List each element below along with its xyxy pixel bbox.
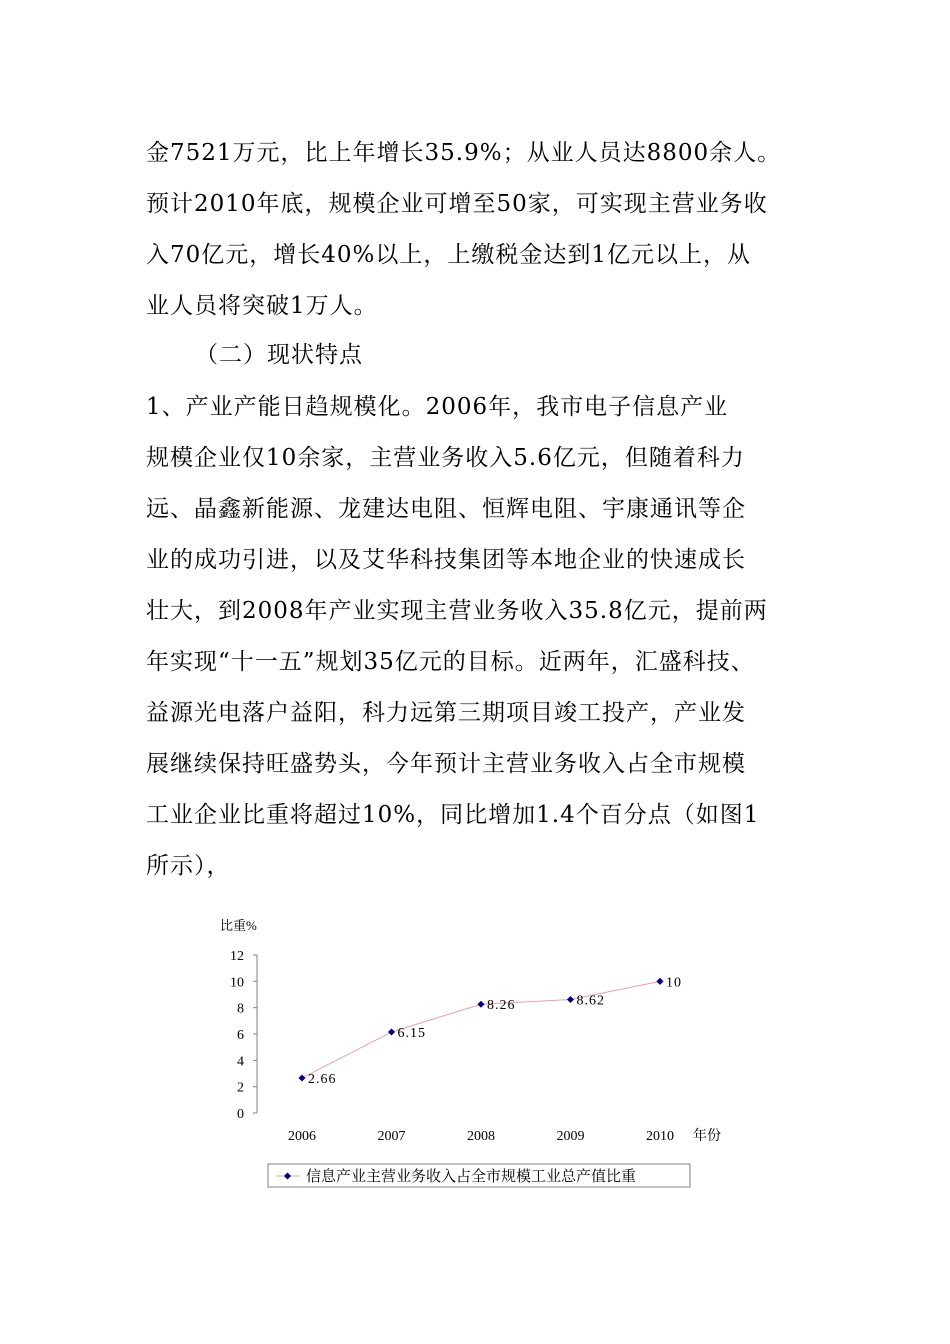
x-axis-label: 年份	[693, 1129, 721, 1144]
x-tick-label: 2007	[377, 1129, 406, 1144]
paragraph-1	[146, 128, 822, 332]
text-line: 业的成功引进，以及艾华科技集团等本地企业的快速成长	[146, 547, 746, 573]
x-tick-label: 2009	[556, 1129, 585, 1144]
text-line: 业人员将突破1万人。	[146, 293, 378, 319]
data-point	[656, 978, 663, 985]
data-point	[388, 1028, 395, 1035]
text-line: 金7521万元，比上年增长35.9%；从业人员达8800余人。	[146, 140, 782, 166]
text-line: 远、晶鑫新能源、龙建达电阻、恒辉电阻、宇康通讯等企	[146, 496, 746, 522]
text-line: 壮大，到2008年产业实现主营业务收入35.8亿元，提前两	[146, 598, 768, 624]
data-point	[477, 1001, 484, 1008]
legend	[268, 1164, 690, 1187]
x-tick-label: 2008	[467, 1129, 495, 1144]
legend-label: 信息产业主营业务收入占全市规模工业总产值比重	[306, 1169, 637, 1185]
y-axis-label: 比重%	[220, 918, 257, 933]
line-chart	[180, 905, 780, 1205]
x-axis-ticks	[288, 1129, 674, 1144]
data-point	[298, 1074, 305, 1081]
text-line: 益源光电落户益阳，科力远第三期项目竣工投产，产业发	[146, 700, 746, 726]
y-tick-label: 0	[237, 1107, 244, 1122]
y-axis-ticks	[230, 949, 257, 1122]
y-tick-label: 12	[230, 949, 244, 964]
x-tick-label: 2006	[288, 1129, 316, 1144]
y-tick-label: 10	[230, 975, 244, 991]
series-line	[302, 981, 660, 1078]
text-line: 1、产业产能日趋规模化。2006年，我市电子信息产业	[146, 394, 729, 420]
series-markers	[298, 978, 663, 1082]
data-label: 10	[666, 975, 682, 991]
text-line: 预计2010年底，规模企业可增至50家，可实现主营业务收	[146, 191, 768, 217]
data-labels	[308, 975, 682, 1087]
y-tick-label: 2	[237, 1080, 244, 1096]
text-line: 规模企业仅10余家，主营业务收入5.6亿元，但随着科力	[146, 445, 745, 471]
data-label: 8.62	[576, 993, 605, 1009]
y-tick-label: 8	[237, 1001, 244, 1017]
section-heading: （二）现状特点	[195, 342, 363, 368]
data-point	[567, 996, 574, 1003]
text-line: 工业企业比重将超过10%，同比增加1.4个百分点（如图1	[146, 802, 760, 828]
y-tick-label: 4	[237, 1054, 244, 1070]
data-label: 6.15	[397, 1026, 426, 1042]
y-tick-label: 6	[237, 1028, 244, 1043]
text-line: 入70亿元，增长40%以上，上缴税金达到1亿元以上，从	[146, 242, 752, 268]
data-label: 2.66	[308, 1071, 337, 1087]
paragraph-2	[146, 382, 822, 892]
data-label: 8.26	[487, 998, 516, 1014]
text-line: 展继续保持旺盛势头，今年预计主营业务收入占全市规模	[146, 751, 746, 777]
text-line: 年实现“十一五”规划35亿元的目标。近两年，汇盛科技、	[146, 649, 755, 675]
text-line: 所示），	[146, 853, 231, 879]
x-tick-label: 2010	[646, 1129, 674, 1144]
